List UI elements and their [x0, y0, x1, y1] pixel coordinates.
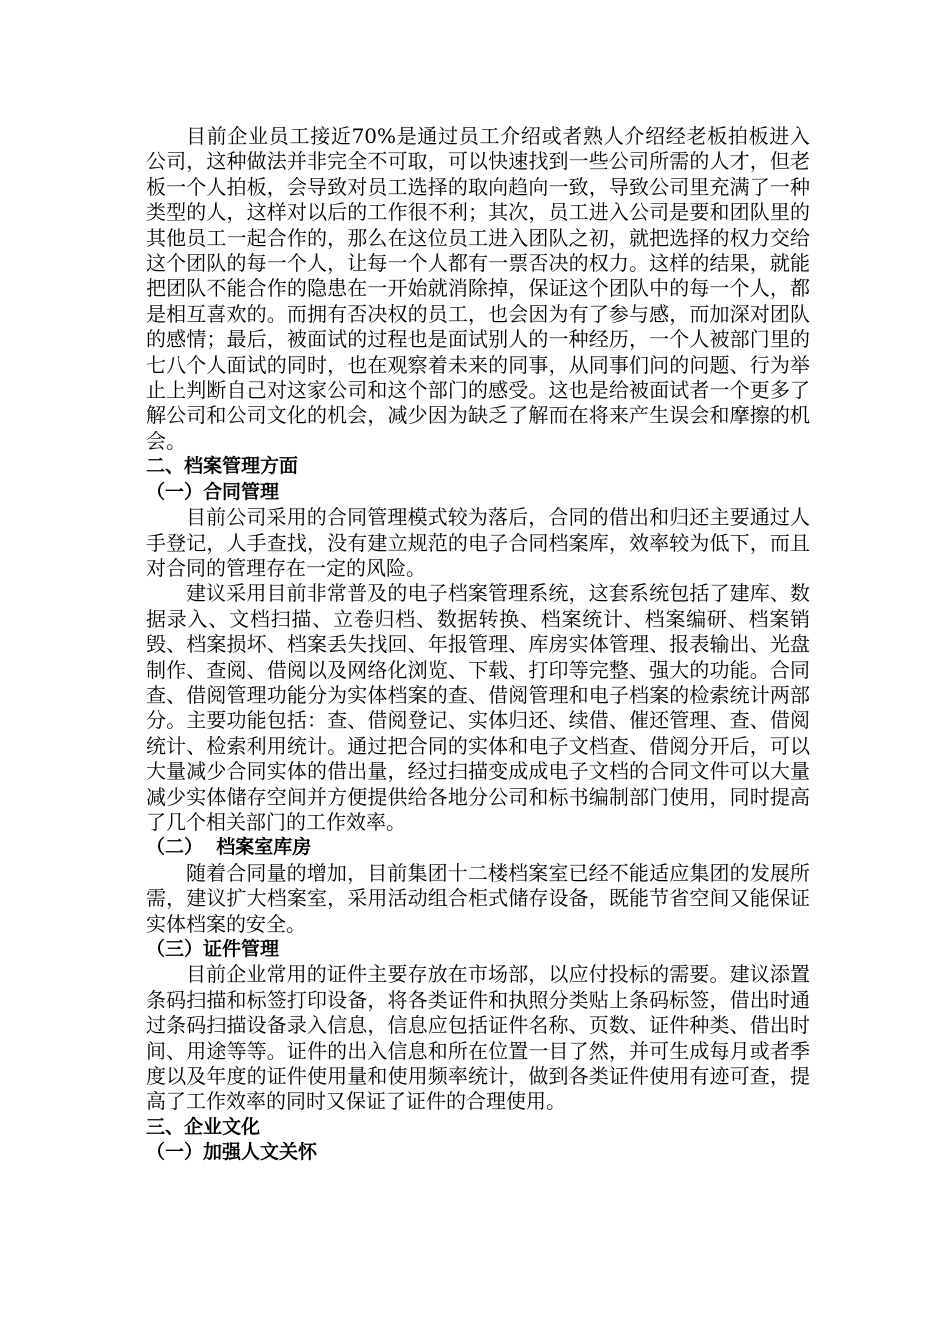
section-heading-culture: 三、企业文化: [146, 1115, 261, 1138]
subsection-heading-humanity: （一）加强人文关怀: [146, 1141, 318, 1164]
subsection-heading-storage: （二） 档案室库房: [146, 836, 312, 859]
subsection-heading-contract: （一）合同管理: [146, 480, 280, 503]
document-page: [146, 124, 810, 1166]
paragraph-contract-system: 建议采用目前非常普及的电子档案管理系统，这套系统包括了建库、数据录入、文档扫描、立卷归档、数据转换、档案统计、档案编研、档案销毁、档案损坏、档案丢失找回、年报管理、库房实体管理、报表输出、光盘制作、查阅、借阅以及网络化浏览、下载、打印等完整、强大的功能。合同查、借阅管理功能分为实体档案的查、借阅管理和电子档案的检索统计两部分。主要功能包括：查、借阅登记、实体归还、续借、催还管理、查、借阅统计、检索利用统计。通过把合同的实体和电子文档查、借阅分开后，可以大量减少合同实体的借出量，经过扫描变成成电子文档的合同文件可以大量减少实体储存空间并方便提供给各地分公司和标书编制部门使用，同时提高了几个相关部门的工作效率。: [146, 581, 810, 834]
paragraph-contract-status: 目前公司采用的合同管理模式较为落后，合同的借出和归还主要通过人手登记，人手查找，没有建立规范的电子合同档案库，效率较为低下，而且对合同的管理存在一定的风险。: [146, 505, 810, 580]
section-heading-archive: 二、档案管理方面: [146, 455, 299, 478]
paragraph-certificates: 目前企业常用的证件主要存放在市场部，以应付投标的需要。建议添置条码扫描和标签打印设备，将各类证件和执照分类贴上条码标签，借出时通过条码扫描设备录入信息，信息应包括证件名称、页数、证件种类、借出时间、用途等等。证件的出入信息和所在位置一目了然，并可生成每月或者季度以及年度的证件使用量和使用频率统计，做到各类证件使用有迹可查，提高了工作效率的同时又保证了证件的合理使用。: [146, 962, 810, 1114]
subsection-heading-certificates: （三）证件管理: [146, 938, 280, 960]
paragraph-storage: 随着合同量的增加，目前集团十二楼档案室已经不能适应集团的发展所需，建议扩大档案室，采用活动组合柜式储存设备，既能节省空间又能保证实体档案的安全。: [146, 860, 810, 936]
paragraph-recruitment: 目前企业员工接近70%是通过员工介绍或者熟人介绍经老板拍板进入公司，这种做法并非完全不可取，可以快速找到一些公司所需的人才，但老板一个人拍板，会导致对员工选择的取向趋向一致，导致公司里充满了一种类型的人，这样对以后的工作很不利；其次，员工进入公司是要和团队里的其他员工一起合作的，那么在这位员工进入团队之初，就把选择的权力交给这个团队的每一个人，让每一个人都有一票否决的权力。这样的结果，就能把团队不能合作的隐患在一开始就消除掉，保证这个团队中的每一个人，都是相互喜欢的。而拥有否决权的员工，也会因为有了参与感，而加深对团队的感情；最后，被面试的过程也是面试别人的一种经历，一个人被部门里的七八个人面试的同时，也在观察着未来的同事，从同事们问的问题、行为举止上判断自己对这家公司和这个部门的感受。这也是给被面试者一个更多了解公司和公司文化的机会，减少因为缺乏了解而在将来产生误会和摩擦的机会。: [146, 124, 810, 453]
